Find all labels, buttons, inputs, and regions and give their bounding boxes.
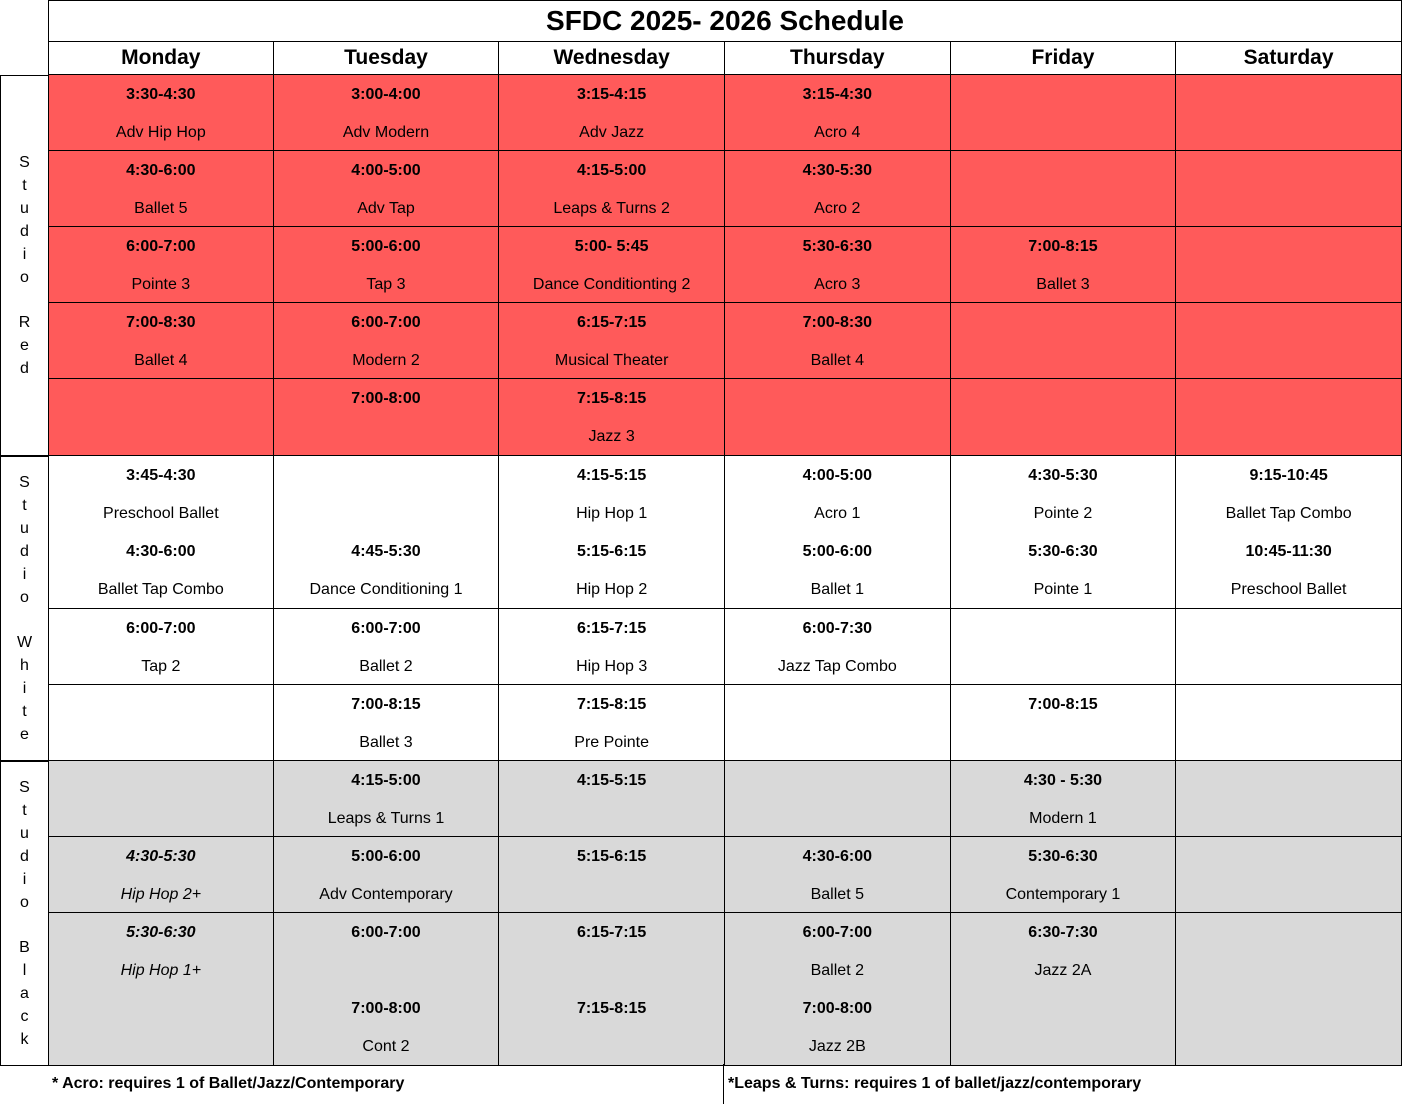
class-slot [577,923,646,981]
schedule-cell-thursday [725,685,951,761]
schedule-cell-monday [48,456,274,609]
schedule-row [48,456,1402,609]
class-slot [351,619,420,677]
class-time: 7:00-8:15 [351,696,421,713]
schedule-cell-monday [48,75,274,151]
schedule-cell-tuesday [274,685,500,761]
schedule-cell-thursday [725,456,951,609]
class-slot [1028,695,1097,753]
class-time: 5:15-6:15 [576,543,647,560]
studio-label-letter: a [20,985,29,1002]
class-name: Adv Hip Hop [115,124,206,141]
class-slot [319,847,452,905]
schedule-cell-monday [48,379,274,456]
class-slot [351,923,420,981]
class-name: Leaps & Turns 1 [327,810,445,827]
studio-label-letter: d [20,360,29,377]
schedule-cell-saturday [1176,379,1402,456]
schedule-cell-tuesday [274,75,500,151]
class-name: Jazz 2B [808,1038,866,1055]
class-name: Ballet 3 [359,734,413,751]
class-slot [574,695,649,753]
class-slot [553,161,670,219]
schedule-cell-monday [48,685,274,761]
class-name: Adv Jazz [579,124,645,141]
class-slot [577,85,646,143]
schedule-cell-thursday [725,227,951,303]
class-name: Jazz 3 [588,428,635,445]
class-name: Adv Contemporary [319,886,453,903]
class-name: Ballet 3 [1036,276,1090,293]
class-name: Tap 2 [141,658,181,675]
studio-black-label [0,761,48,1066]
class-slot [116,85,206,143]
schedule-cell-friday [951,456,1177,609]
class-time: 5:00- 5:45 [574,238,649,255]
class-time: 6:00-7:00 [351,314,421,331]
schedule-cell-wednesday [499,227,725,303]
studio-label-letter: l [22,962,27,979]
class-time: 4:30-5:30 [802,162,872,179]
class-time: 4:00-5:00 [802,467,872,484]
schedule-cell-friday [951,913,1177,1066]
class-slot [1028,542,1097,600]
studio-label-letter: i [22,871,27,888]
studio-label-letter: k [20,1031,29,1048]
class-time: 5:30-6:30 [1028,848,1098,865]
class-name: Hip Hop 3 [576,658,648,675]
class-slot [351,389,420,447]
class-slot [533,237,690,295]
footer-note-acro: * Acro: requires 1 of Ballet/Jazz/Contemporary [0,1064,724,1104]
schedule-cell-wednesday [499,609,725,685]
class-slot [126,237,195,295]
studio-red-label [0,75,48,456]
class-time: 5:00-6:00 [351,238,421,255]
schedule-cell-tuesday [274,379,500,456]
class-time: 4:30-5:30 [1028,467,1098,484]
schedule-cell-saturday [1176,75,1402,151]
class-name: Hip Hop 2+ [120,886,202,903]
class-slot [1028,923,1097,981]
footer-notes [0,1064,1403,1104]
class-name: Hip Hop 1+ [120,962,202,979]
class-time: 6:00-7:00 [126,620,196,637]
class-time: 6:15-7:15 [576,314,647,331]
class-time: 7:00-8:00 [351,1000,421,1017]
studio-label-letter: u [20,200,29,217]
class-time: 4:15-5:15 [576,467,647,484]
class-slot [126,619,195,677]
class-time: 7:00-8:30 [802,314,872,331]
studio-label-letter: o [20,589,29,606]
class-slot [351,999,420,1057]
class-time: 7:00-8:30 [126,314,196,331]
class-time: 4:45-5:30 [351,543,421,560]
schedule-cell-monday [48,303,274,379]
schedule-cell-tuesday [274,609,500,685]
class-slot [577,999,646,1057]
class-time: 5:00-6:00 [802,543,872,560]
class-time: 7:00-8:15 [1028,696,1098,713]
schedule-row [48,913,1402,1066]
studio-label-letter: i [22,680,27,697]
schedule-cell-wednesday [499,75,725,151]
studio-white-label [0,456,48,761]
class-time: 5:30-6:30 [802,238,872,255]
class-time: 3:45-4:30 [126,467,196,484]
class-slot [1231,542,1347,600]
schedule-cell-wednesday [499,685,725,761]
class-slot [803,161,872,219]
class-slot [1024,771,1102,829]
class-name: Dance Conditionting 2 [532,276,691,293]
studio-label-letter: R [18,314,31,331]
schedule-cell-thursday [725,151,951,227]
schedule-row [48,379,1402,456]
schedule-cell-friday [951,151,1177,227]
class-name: Pointe 1 [1033,581,1093,598]
class-time: 4:30 - 5:30 [1023,772,1103,789]
schedule-cell-monday [48,837,274,913]
class-name: Ballet 5 [134,200,188,217]
studio-label-letter: S [19,474,30,491]
schedule-row [48,227,1402,303]
class-time: 6:00-7:00 [351,620,421,637]
schedule-cell-thursday [725,837,951,913]
day-header-saturday: Saturday [1176,42,1402,75]
schedule-cell-friday [951,227,1177,303]
class-name: Acro 3 [814,276,861,293]
schedule-cell-saturday [1176,837,1402,913]
class-name: Pre Pointe [574,734,649,751]
class-slot [778,619,897,677]
studio-label-letter: t [22,177,27,194]
class-slot [577,771,646,829]
studio-label-letter: i [22,246,27,263]
studio-black-grid [48,761,1402,1066]
studio-label-letter: o [20,269,29,286]
class-time: 5:30-6:30 [126,924,196,941]
class-slot [328,771,445,829]
class-time: 3:15-4:15 [576,86,647,103]
class-name: Pointe 2 [1033,505,1093,522]
schedule-cell-friday [951,303,1177,379]
class-slot [121,847,202,905]
schedule-cell-friday [951,837,1177,913]
schedule-cell-wednesday [499,303,725,379]
schedule-cell-saturday [1176,456,1402,609]
class-name: Preschool Ballet [1230,581,1347,598]
class-slot [98,542,224,600]
class-slot [126,313,195,371]
studio-label-letter: u [20,825,29,842]
class-name: Preschool Ballet [103,505,219,522]
class-time: 5:00-6:00 [351,848,421,865]
class-time: 5:30-6:30 [1028,543,1098,560]
class-name: Contemporary 1 [1005,886,1121,903]
schedule-cell-saturday [1176,227,1402,303]
class-time: 4:30-6:00 [126,543,196,560]
schedule-cell-tuesday [274,761,500,837]
class-slot [103,466,219,524]
studio-label-letter: e [20,726,29,743]
schedule-cell-wednesday [499,151,725,227]
schedule-cell-thursday [725,379,951,456]
schedule-cell-saturday [1176,303,1402,379]
footer-note-leaps: *Leaps & Turns: requires 1 of ballet/jazz/contemporary [728,1075,1142,1092]
class-slot [576,619,647,677]
schedule-row [48,151,1402,227]
class-slot [803,313,872,371]
class-slot [1226,466,1352,524]
schedule-cell-wednesday [499,456,725,609]
class-time: 4:30-5:30 [126,848,196,865]
schedule-cell-friday [951,75,1177,151]
day-header-monday: Monday [48,42,274,75]
class-time: 7:00-8:00 [351,390,421,407]
schedule-cell-friday [951,761,1177,837]
schedule-cell-monday [48,227,274,303]
studio-label-letter: S [19,154,30,171]
class-slot [577,847,646,905]
day-header-thursday: Thursday [725,42,951,75]
schedule-cell-wednesday [499,761,725,837]
class-time: 7:15-8:15 [576,1000,647,1017]
class-slot [803,923,872,981]
class-slot [351,161,420,219]
class-slot [351,313,420,371]
class-name: Hip Hop 2 [576,581,648,598]
class-name: Ballet 2 [810,962,864,979]
class-name: Acro 2 [814,200,861,217]
class-name: Hip Hop 1 [576,505,648,522]
class-name: Tap 3 [366,276,406,293]
class-name: Pointe 3 [131,276,191,293]
class-name: Cont 2 [362,1038,410,1055]
class-name: Ballet 4 [810,352,864,369]
schedule-cell-wednesday [499,379,725,456]
schedule-row [48,303,1402,379]
schedule-cell-thursday [725,761,951,837]
studio-label-letter: d [20,543,29,560]
class-time: 6:00-7:00 [126,238,196,255]
class-slot [576,542,647,600]
studio-white-grid [48,456,1402,761]
class-name: Ballet 2 [359,658,413,675]
class-time: 3:00-4:00 [351,86,421,103]
class-name: Leaps & Turns 2 [553,200,670,217]
class-time: 4:30-6:00 [126,162,196,179]
day-header-tuesday: Tuesday [274,42,500,75]
schedule-cell-thursday [725,303,951,379]
class-slot [309,542,462,600]
class-slot [803,847,872,905]
class-slot [803,237,872,295]
class-time: 4:15-5:00 [576,162,647,179]
schedule-cell-tuesday [274,303,500,379]
schedule-cell-saturday [1176,151,1402,227]
class-name: Dance Conditioning 1 [309,581,463,598]
schedule-cell-thursday [725,913,951,1066]
studio-label-letter: t [22,802,27,819]
studio-label-letter: B [19,939,30,956]
studio-label-letter: S [19,779,30,796]
schedule-cell-friday [951,379,1177,456]
class-slot [577,389,646,447]
class-time: 6:00-7:00 [802,924,872,941]
schedule-row [48,609,1402,685]
class-slot [351,695,420,753]
class-time: 5:15-6:15 [576,848,647,865]
class-name: Adv Modern [342,124,430,141]
class-time: 7:00-8:00 [802,1000,872,1017]
schedule-cell-monday [48,913,274,1066]
class-slot [121,923,202,981]
studio-label-letter: d [20,848,29,865]
class-time: 4:00-5:00 [351,162,421,179]
class-name: Ballet Tap Combo [97,581,224,598]
schedule-cell-wednesday [499,913,725,1066]
class-slot [555,313,669,371]
schedule-cell-thursday [725,609,951,685]
studio-label-letter: t [22,497,27,514]
class-slot [351,237,420,295]
day-header-wednesday: Wednesday [499,42,725,75]
schedule-cell-tuesday [274,227,500,303]
class-slot [1028,237,1097,295]
studio-label-letter: e [20,337,29,354]
class-time: 7:00-8:15 [1028,238,1098,255]
schedule-row [48,75,1402,151]
class-time: 6:15-7:15 [576,620,647,637]
schedule-cell-saturday [1176,685,1402,761]
schedule-cell-friday [951,685,1177,761]
class-time: 6:00-7:30 [802,620,872,637]
schedule-cell-tuesday [274,151,500,227]
class-name: Acro 1 [814,505,861,522]
class-time: 3:30-4:30 [126,86,196,103]
class-name: Adv Tap [357,200,415,217]
class-time: 4:30-6:00 [802,848,872,865]
class-name: Modern 2 [352,352,420,369]
schedule-cell-saturday [1176,761,1402,837]
class-name: Modern 1 [1029,810,1097,827]
class-time: 10:45-11:30 [1245,543,1332,560]
schedule-cell-monday [48,761,274,837]
day-header-row [48,42,1402,75]
class-name: Ballet 4 [134,352,188,369]
schedule-cell-monday [48,151,274,227]
studio-label-letter: o [20,894,29,911]
class-slot [803,85,872,143]
class-time: 4:15-5:00 [351,772,421,789]
class-name: Acro 4 [814,124,861,141]
class-time: 4:15-5:15 [576,772,647,789]
class-slot [1028,466,1097,524]
studio-label-letter: i [22,566,27,583]
schedule-row [48,761,1402,837]
studio-label-letter: d [20,223,29,240]
class-slot [803,542,872,600]
class-name: Ballet 1 [810,581,864,598]
class-time: 9:15-10:45 [1249,467,1328,484]
class-name: Ballet 5 [810,886,864,903]
studio-label-letter: h [20,657,29,674]
class-time: 7:15-8:15 [576,696,647,713]
class-time: 7:15-8:15 [576,390,647,407]
day-header-friday: Friday [951,42,1177,75]
studio-label-letter: u [20,520,29,537]
schedule-cell-friday [951,609,1177,685]
class-name: Musical Theater [554,352,669,369]
schedule-cell-thursday [725,75,951,151]
schedule-cell-tuesday [274,837,500,913]
class-name: Jazz Tap Combo [777,658,897,675]
schedule-cell-tuesday [274,913,500,1066]
class-slot [576,466,647,524]
class-slot [803,466,872,524]
class-time: 3:15-4:30 [802,86,872,103]
studio-label-letter: t [22,703,27,720]
class-time: 6:15-7:15 [576,924,647,941]
class-slot [803,999,872,1057]
class-slot [126,161,195,219]
schedule-title: SFDC 2025- 2026 Schedule [48,0,1402,42]
class-name: Jazz 2A [1034,962,1092,979]
class-name: Ballet Tap Combo [1225,505,1352,522]
schedule-cell-saturday [1176,913,1402,1066]
class-slot [343,85,429,143]
schedule-cell-wednesday [499,837,725,913]
schedule-cell-tuesday [274,456,500,609]
studio-label-letter: W [16,634,33,651]
studio-red-grid [48,75,1402,456]
class-time: 6:30-7:30 [1028,924,1098,941]
schedule-cell-monday [48,609,274,685]
schedule-row [48,837,1402,913]
schedule-cell-saturday [1176,609,1402,685]
class-slot [1006,847,1121,905]
class-time: 6:00-7:00 [351,924,421,941]
schedule-row [48,685,1402,761]
studio-label-letter: c [20,1008,29,1025]
